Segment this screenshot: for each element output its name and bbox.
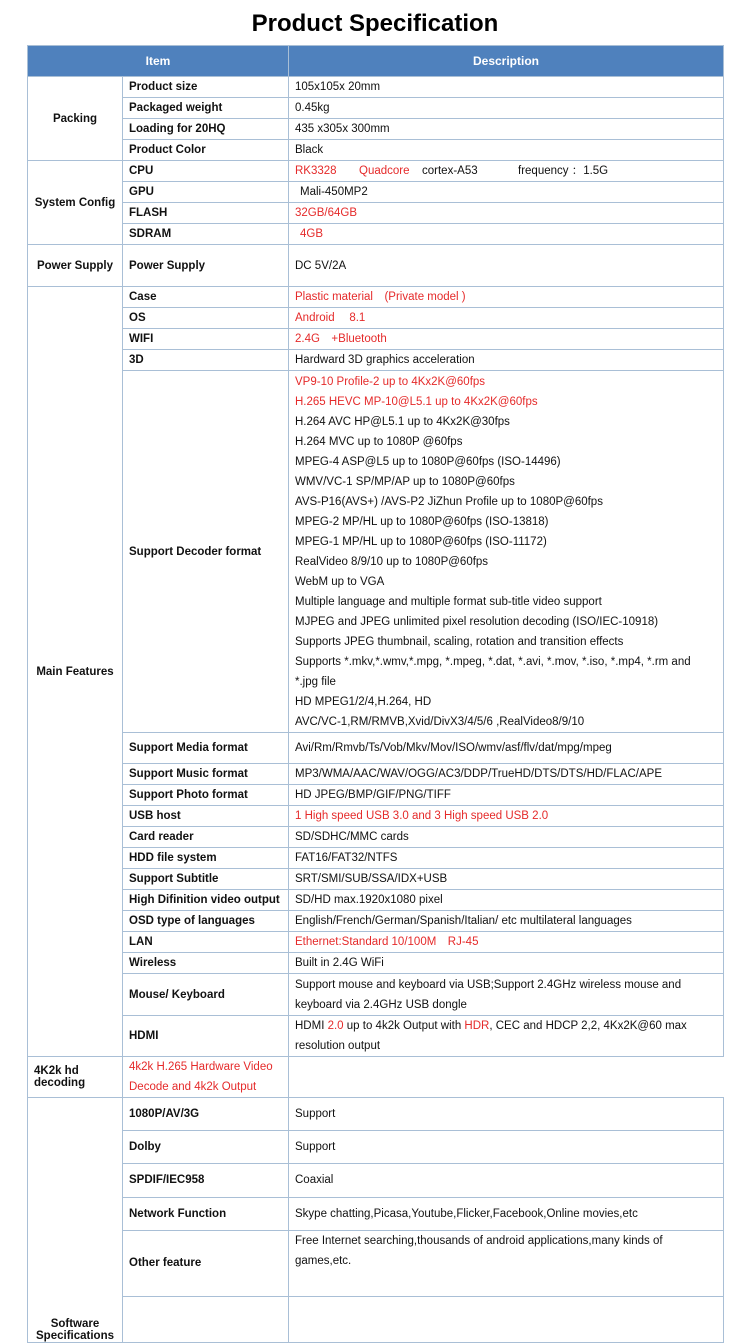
table-row (28, 1098, 724, 1131)
table-row (28, 287, 724, 308)
item-label: Product Color (123, 140, 289, 161)
item-value: Coaxial (289, 1164, 724, 1197)
table-row (28, 806, 724, 827)
item-value: 105x105x 20mm (289, 77, 724, 98)
item-label: SDRAM (123, 224, 289, 245)
table-row (28, 890, 724, 911)
item-label: Support Music format (123, 764, 289, 785)
item-label: Support Decoder format (123, 371, 289, 733)
table-row (28, 371, 724, 733)
item-label: Case (123, 287, 289, 308)
category-software-specifications (28, 1098, 123, 1343)
item-label: 4K2k hd decoding (28, 1057, 123, 1098)
item-label: High Difinition video output (123, 890, 289, 911)
item-value-empty (289, 1297, 724, 1343)
decoder-line: MJPEG and JPEG unlimited pixel resolution decoding (ISO/IEC-10918) (295, 615, 659, 628)
cpu-model: RK3328 (295, 165, 337, 177)
decoder-line: H.264 MVC up to 1080P @60fps (295, 435, 463, 448)
table-row (28, 161, 724, 182)
table-row (28, 911, 724, 932)
decoder-line: RealVideo 8/9/10 up to 1080P@60fps (295, 555, 489, 568)
decoder-line: H.264 AVC HP@L5.1 up to 4Kx2K@30fps (295, 415, 510, 428)
decoder-line: VP9-10 Profile-2 up to 4Kx2K@60fps (295, 375, 486, 388)
item-label: Mouse/ Keyboard (123, 974, 289, 1016)
item-value: Support (289, 1098, 724, 1131)
item-label: FLASH (123, 203, 289, 224)
item-value: FAT16/FAT32/NTFS (289, 848, 724, 869)
other-line-1: Free Internet searching,thousands of android applications,many kinds of (295, 1234, 663, 1247)
decoder-line: HD MPEG1/2/4,H.264, HD (295, 695, 432, 708)
decoder-line: MPEG-4 ASP@L5 up to 1080P@60fps (ISO-14496) (295, 455, 561, 468)
table-row (28, 224, 724, 245)
table-row (28, 1016, 724, 1057)
hdmi-hdr: HDR (464, 1020, 490, 1032)
item-label: OS (123, 308, 289, 329)
table-row (28, 827, 724, 848)
mouse-line-1: Support mouse and keyboard via USB;Support 2.4GHz wireless mouse and (295, 978, 682, 991)
other-line-2: games,etc. (295, 1254, 352, 1267)
table-row (28, 245, 724, 287)
decoder-line: Multiple language and multiple format sub-title video support (295, 595, 602, 608)
hdmi-version: 2.0 (327, 1020, 344, 1032)
decoder-line: MPEG-1 MP/HL up to 1080P@60fps (ISO-11172) (295, 535, 547, 548)
item-label: HDMI (123, 1016, 289, 1057)
table-row (28, 733, 724, 764)
table-row-empty (28, 1297, 724, 1343)
item-value: SD/HD max.1920x1080 pixel (289, 890, 724, 911)
table-row (28, 308, 724, 329)
table-row (28, 1057, 724, 1098)
item-value: Avi/Rm/Rmvb/Ts/Vob/Mkv/Mov/ISO/wmv/asf/flv/dat/mpg/mpeg (289, 733, 724, 764)
cpu-cores: Quadcore (359, 165, 410, 177)
table-row (28, 1131, 724, 1164)
item-label: Card reader (123, 827, 289, 848)
table-row (28, 350, 724, 371)
table-row (28, 182, 724, 203)
item-label: LAN (123, 932, 289, 953)
decoder-line: Supports JPEG thumbnail, scaling, rotation and transition effects (295, 635, 624, 648)
item-value: 1 High speed USB 3.0 and 3 High speed USB 2.0 (289, 806, 724, 827)
software-label-1: Software (50, 1318, 100, 1330)
item-label: Support Media format (123, 733, 289, 764)
item-value: SRT/SMI/SUB/SSA/IDX+USB (289, 869, 724, 890)
hdmi-line-2: resolution output (295, 1040, 381, 1052)
item-value: 32GB/64GB (289, 203, 724, 224)
decoder-line: H.265 HEVC MP-10@L5.1 up to 4Kx2K@60fps (295, 395, 538, 408)
item-label: HDD file system (123, 848, 289, 869)
item-value: 4GB (289, 224, 724, 245)
hdmi-text: HDMI (295, 1020, 328, 1032)
table-row (28, 1197, 724, 1230)
item-value: Skype chatting,Picasa,Youtube,Flicker,Facebook,Online movies,etc (289, 1197, 724, 1230)
item-label: USB host (123, 806, 289, 827)
table-row (28, 77, 724, 98)
item-value: Black (289, 140, 724, 161)
item-value: Support (289, 1131, 724, 1164)
item-value: HD JPEG/BMP/GIF/PNG/TIFF (289, 785, 724, 806)
item-value: DC 5V/2A (289, 245, 724, 287)
item-label: Wireless (123, 953, 289, 974)
item-value (289, 974, 724, 1016)
page-title: Product Specification (251, 10, 499, 37)
table-row (28, 1164, 724, 1197)
table-row (28, 848, 724, 869)
software-label-2: Specifications (36, 1330, 114, 1342)
hdmi-line-1 (295, 1016, 723, 1036)
decoder-line: *.jpg file (295, 675, 336, 688)
item-label: WIFI (123, 329, 289, 350)
item-label: OSD type of languages (123, 911, 289, 932)
item-value: English/French/German/Spanish/Italian/ etc multilateral languages (289, 911, 724, 932)
table-row (28, 329, 724, 350)
item-label: Loading for 20HQ (123, 119, 289, 140)
item-label: Product size (123, 77, 289, 98)
table-row (28, 953, 724, 974)
table-header-row (28, 46, 724, 77)
item-value (289, 1230, 724, 1296)
item-label: 1080P/AV/3G (123, 1098, 289, 1131)
table-row (28, 869, 724, 890)
decoder-line: AVS-P16(AVS+) /AVS-P2 JiZhun Profile up to 1080P@60fps (295, 495, 603, 508)
cpu-arch: cortex-A53 (422, 165, 478, 177)
table-row (28, 98, 724, 119)
hdmi-text: up to 4k2k Output with (343, 1020, 465, 1032)
item-value: MP3/WMA/AAC/WAV/OGG/AC3/DDP/TrueHD/DTS/DTS/HD/FLAC/APE (289, 764, 724, 785)
table-row (28, 119, 724, 140)
decoder-line: AVC/VC-1,RM/RMVB,Xvid/DivX3/4/5/6 ,RealVideo8/9/10 (295, 715, 585, 728)
item-label: CPU (123, 161, 289, 182)
table-row (28, 785, 724, 806)
table-row (28, 140, 724, 161)
item-label: Packaged weight (123, 98, 289, 119)
specification-table (27, 45, 724, 1343)
decoder-line: WebM up to VGA (295, 575, 385, 588)
decoder-line: Supports *.mkv,*.wmv,*.mpg, *.mpeg, *.dat, *.avi, *.mov, *.iso, *.mp4, *.rm and (295, 655, 691, 668)
item-value: 4k2k H.265 Hardware Video Decode and 4k2k Output (123, 1057, 289, 1098)
item-label: Network Function (123, 1197, 289, 1230)
header-description: Description (289, 46, 724, 77)
table-row (28, 1230, 724, 1296)
item-value: 2.4G +Bluetooth (289, 329, 724, 350)
item-label: Power Supply (123, 245, 289, 287)
table-row (28, 932, 724, 953)
header-item: Item (28, 46, 289, 77)
item-value: Android 8.1 (289, 308, 724, 329)
item-label: Other feature (123, 1230, 289, 1296)
item-label-empty (123, 1297, 289, 1343)
item-label: Support Subtitle (123, 869, 289, 890)
item-label: GPU (123, 182, 289, 203)
table-row (28, 974, 724, 1016)
decoder-line: WMV/VC-1 SP/MP/AP up to 1080P@60fps (295, 475, 515, 488)
item-value-decoder-list (289, 371, 724, 733)
item-value: Ethernet:Standard 10/100M RJ-45 (289, 932, 724, 953)
decoder-line: MPEG-2 MP/HL up to 1080P@60fps (ISO-13818) (295, 515, 549, 528)
item-value: Built in 2.4G WiFi (289, 953, 724, 974)
item-value: 435 x305x 300mm (289, 119, 724, 140)
item-label: 3D (123, 350, 289, 371)
item-label: Dolby (123, 1131, 289, 1164)
category-power-supply: Power Supply (28, 245, 123, 287)
item-value: Plastic material (Private model ) (289, 287, 724, 308)
hdmi-text: , CEC and HDCP 2,2, 4Kx2K@60 max (489, 1020, 687, 1032)
item-label: Support Photo format (123, 785, 289, 806)
category-packing: Packing (28, 77, 123, 161)
mouse-line-2: keyboard via 2.4GHz USB dongle (295, 998, 467, 1011)
item-value: SD/SDHC/MMC cards (289, 827, 724, 848)
item-value (289, 1016, 724, 1057)
table-row (28, 203, 724, 224)
cpu-frequency: frequency ：1.5G (518, 165, 609, 177)
item-value: Mali-450MP2 (289, 182, 724, 203)
item-label: SPDIF/IEC958 (123, 1164, 289, 1197)
table-row (28, 764, 724, 785)
item-value-cpu (289, 161, 724, 182)
item-value: Hardward 3D graphics acceleration (289, 350, 724, 371)
category-system-config: System Config (28, 161, 123, 245)
category-main-features: Main Features (28, 287, 123, 1057)
item-value: 0.45kg (289, 98, 724, 119)
